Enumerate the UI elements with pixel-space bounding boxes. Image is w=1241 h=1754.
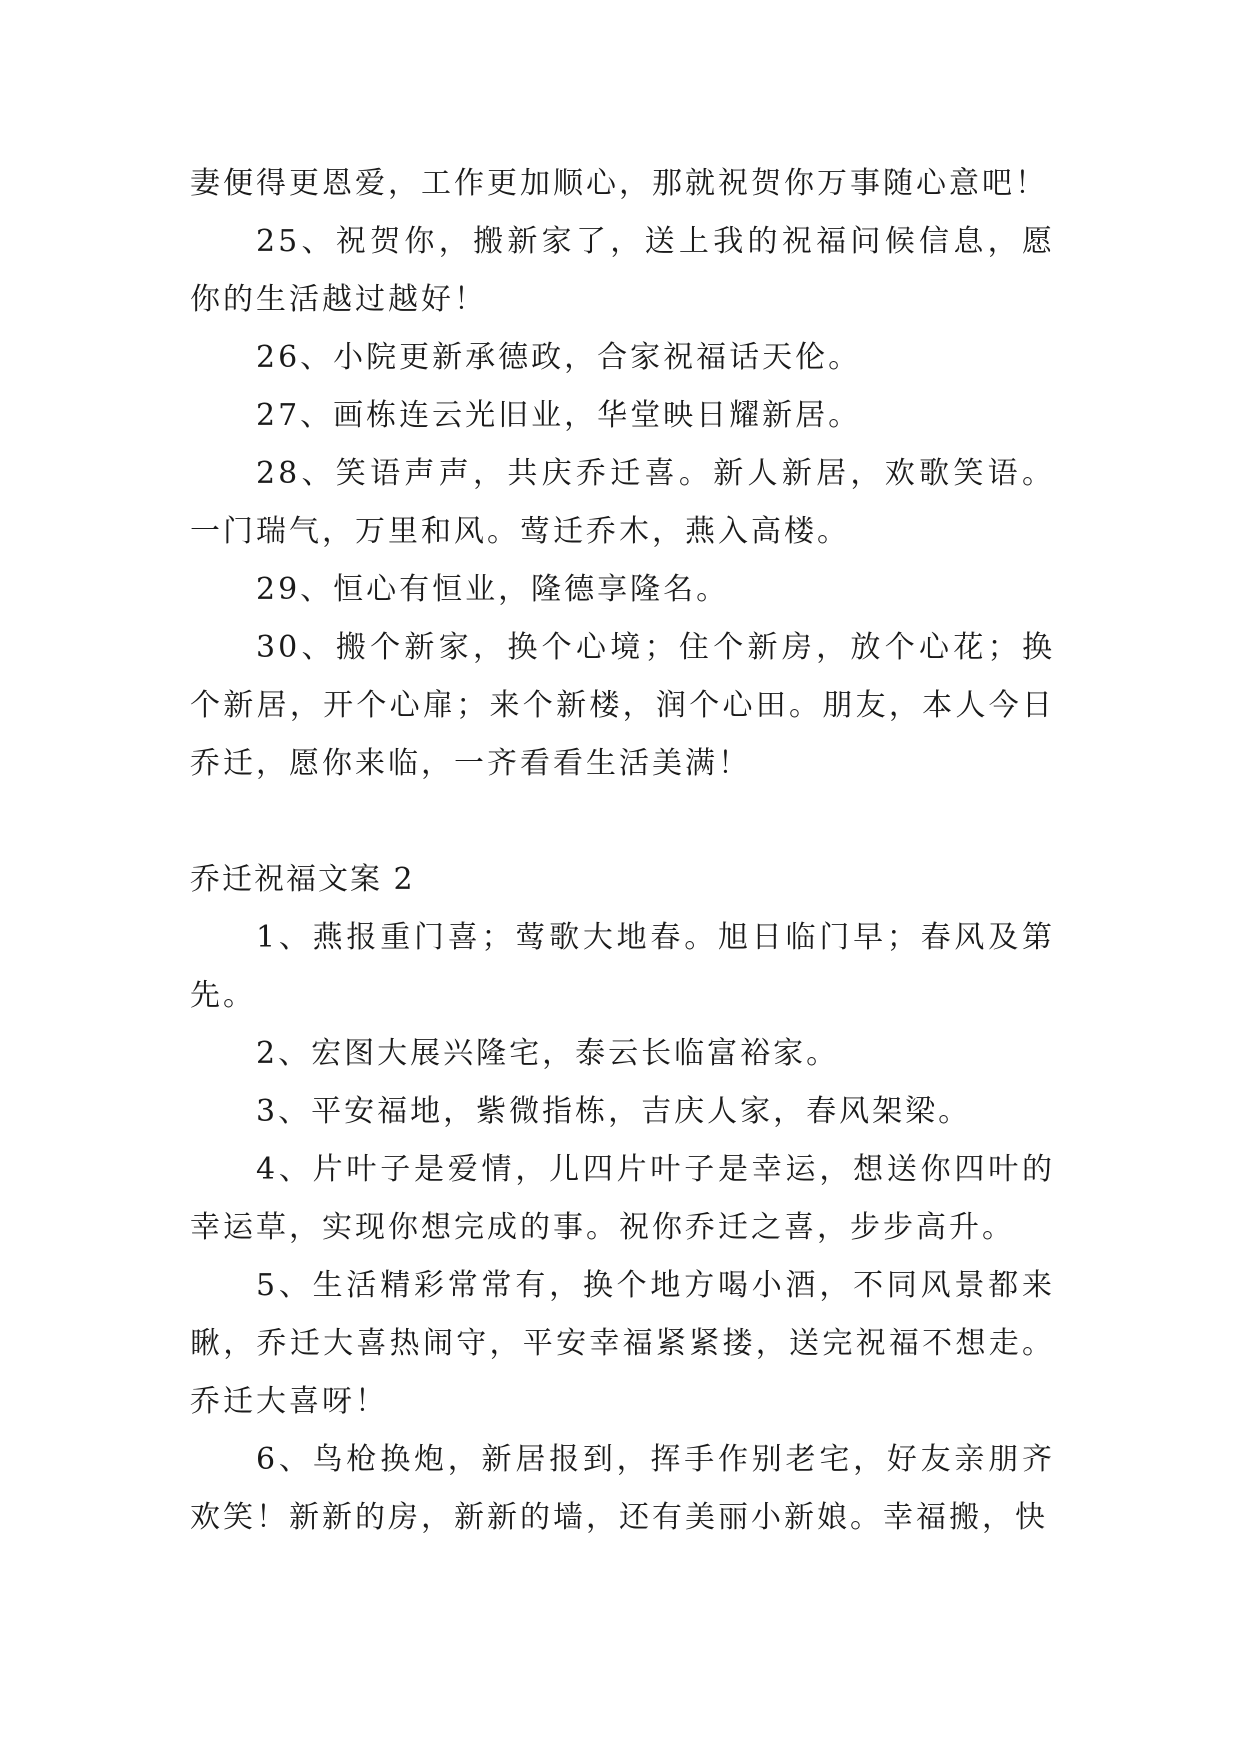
list-item: 30、搬个新家，换个心境；住个新房，放个心花；换个新居，开个心扉；来个新楼，润个心田。朋友，本人今日乔迁，愿你来临，一齐看看生活美满！ — [190, 630, 1055, 781]
list-item: 25、祝贺你，搬新家了，送上我的祝福问候信息，愿你的生活越过越好！ — [190, 224, 1055, 317]
list-item: 28、笑语声声，共庆乔迁喜。新人新居，欢歌笑语。一门瑞气，万里和风。莺迁乔木，燕入高楼。 — [190, 456, 1055, 549]
list-item: 1、燕报重门喜；莺歌大地春。旭日临门早；春风及第先。 — [190, 920, 1055, 1013]
list-item: 26、小院更新承德政，合家祝福话天伦。 — [256, 340, 862, 375]
list-item: 2、宏图大展兴隆宅，泰云长临富裕家。 — [256, 1036, 840, 1071]
list-item: 6、鸟枪换炮，新居报到，挥手作别老宅，好友亲朋齐欢笑！新新的房，新新的墙，还有美丽小新娘。幸福搬，快 — [190, 1442, 1055, 1535]
list-item: 27、画栋连云光旧业，华堂映日耀新居。 — [256, 398, 862, 433]
list-item: 5、生活精彩常常有，换个地方喝小酒，不同风景都来瞅，乔迁大喜热闹守，平安幸福紧紧搂，送完祝福不想走。乔迁大喜呀！ — [190, 1268, 1055, 1419]
continuation-paragraph: 妻便得更恩爱，工作更加顺心，那就祝贺你万事随心意吧！ — [190, 166, 1048, 201]
list-item: 29、恒心有恒业，隆德享隆名。 — [256, 572, 730, 607]
list-item: 4、片叶子是爱情，儿四片叶子是幸运，想送你四叶的幸运草，实现你想完成的事。祝你乔迁之喜，步步高升。 — [190, 1152, 1055, 1245]
list-item: 3、平安福地，紫微指栋，吉庆人家，春风架梁。 — [256, 1094, 972, 1129]
section-title: 乔迁祝福文案 2 — [190, 862, 415, 897]
document-body — [190, 155, 1055, 1547]
